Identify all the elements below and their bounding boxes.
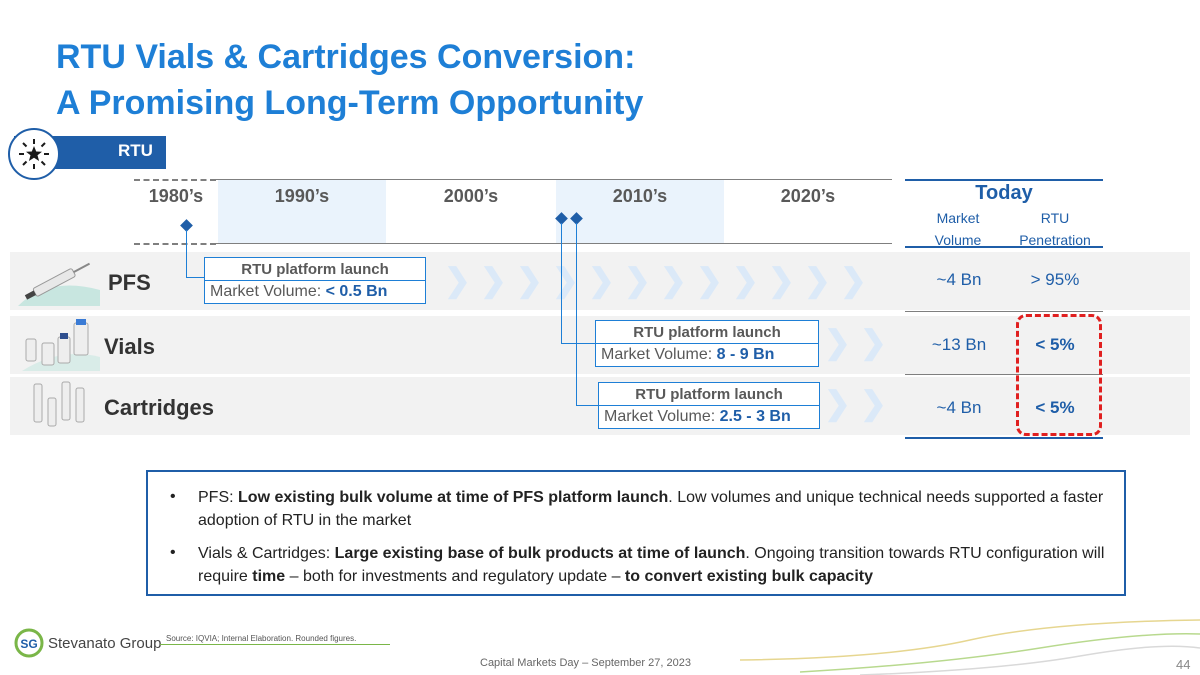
cartridges-rtu-penetration: < 5% <box>1035 398 1075 417</box>
decade-label-1990s: 1990’s <box>274 186 330 206</box>
today-bottom-line <box>905 437 1103 439</box>
chevron-right-icon: ❯ <box>660 262 687 298</box>
pfs-rtu-penetration: > 95% <box>1030 270 1080 289</box>
event-footer: Capital Markets Day – September 27, 2023 <box>480 657 691 669</box>
svg-text:SG: SG <box>20 637 38 651</box>
chevron-right-icon: ❯ <box>696 262 723 298</box>
timeline-bottom-line <box>216 243 892 244</box>
bullet-dot: • <box>170 544 176 561</box>
cartridges-connector-vertical <box>576 223 577 405</box>
company-logo <box>14 628 161 658</box>
page-title-line2: A Promising Long-Term Opportunity <box>56 84 644 122</box>
chevron-right-icon: ❯ <box>804 262 831 298</box>
chevron-right-icon: ❯ <box>552 262 579 298</box>
chevron-right-icon: ❯ <box>860 385 887 421</box>
low-penetration-highlight <box>1016 314 1102 436</box>
pfs-connector-horizontal <box>186 277 204 278</box>
chevron-right-icon: ❯ <box>824 324 851 360</box>
decade-label-2010s: 2010’s <box>612 186 668 206</box>
pfs-connector-vertical <box>186 230 187 277</box>
vials-connector-horizontal <box>561 343 595 344</box>
today-row-divider-1 <box>905 311 1103 312</box>
chevron-right-icon: ❯ <box>624 262 651 298</box>
cartridges-icon <box>30 378 90 432</box>
timeline-bottom-dash <box>134 243 216 245</box>
rtu-badge-label: RTU <box>118 141 153 160</box>
vials-market-volume: ~13 Bn <box>931 335 987 354</box>
vials-icon <box>22 317 100 371</box>
decade-label-1980s: 1980’s <box>148 186 204 206</box>
chevron-right-icon: ❯ <box>480 262 507 298</box>
pfs-launch-title: RTU platform launch <box>205 258 425 281</box>
chevron-right-icon: ❯ <box>516 262 543 298</box>
pfs-launch-box <box>204 257 426 304</box>
decade-label-2000s: 2000’s <box>443 186 499 206</box>
bullet-dot: • <box>170 488 176 505</box>
today-header-divider <box>905 246 1103 248</box>
row-label-vials: Vials <box>104 334 155 359</box>
cartridges-market-volume: ~4 Bn <box>936 398 982 417</box>
star-burst-icon <box>8 128 60 180</box>
today-header: Today <box>975 182 1033 204</box>
logo-mark-icon <box>14 628 44 658</box>
page-title-line1: RTU Vials & Cartridges Conversion: <box>56 38 636 76</box>
decorative-lines <box>740 600 1200 675</box>
cartridges-launch-box <box>598 382 820 429</box>
chevron-right-icon: ❯ <box>768 262 795 298</box>
pfs-launch-volume: Market Volume: < 0.5 Bn <box>210 283 388 300</box>
decade-label-2020s: 2020’s <box>780 186 836 206</box>
vials-connector-vertical <box>561 223 562 343</box>
note-vials-cartridges: Vials & Cartridges: Large existing base of bulk products at time of launch. Ongoing transition towards RTU configuration will require time – both for investments and regulatory update – to convert existing bulk capacity <box>198 545 1105 585</box>
vials-launch-volume: Market Volume: 8 - 9 Bn <box>601 346 775 363</box>
vials-rtu-penetration: < 5% <box>1035 335 1075 354</box>
vials-launch-title: RTU platform launch <box>596 321 818 344</box>
vials-launch-box <box>595 320 819 367</box>
source-note: Source: IQVIA; Internal Elaboration. Rounded figures. <box>166 634 357 643</box>
note-pfs: PFS: Low existing bulk volume at time of PFS platform launch. Low volumes and unique technical needs supported a faster adoption of RTU in the market <box>198 489 1104 529</box>
pfs-market-volume: ~4 Bn <box>936 270 982 289</box>
cartridges-progress-arrows <box>824 385 892 421</box>
market-volume-header: Market Volume <box>934 210 982 248</box>
chevron-right-icon: ❯ <box>840 262 867 298</box>
row-label-pfs: PFS <box>108 270 151 295</box>
timeline-top-line <box>216 179 892 180</box>
logo-text: Stevanato Group <box>48 634 162 652</box>
notes-box <box>146 470 1126 596</box>
pfs-progress-arrows <box>444 262 872 298</box>
chevron-right-icon: ❯ <box>732 262 759 298</box>
timeline-top-dash <box>134 179 216 181</box>
vials-progress-arrows <box>824 324 892 360</box>
chevron-right-icon: ❯ <box>860 324 887 360</box>
page-number: 44 <box>1176 657 1191 672</box>
cartridges-launch-volume: Market Volume: 2.5 - 3 Bn <box>604 408 791 425</box>
syringe-icon <box>18 256 100 306</box>
row-label-cartridges: Cartridges <box>104 395 215 420</box>
cartridges-connector-horizontal <box>576 405 598 406</box>
chevron-right-icon: ❯ <box>824 385 851 421</box>
today-top-line <box>905 179 1103 181</box>
cartridges-launch-title: RTU platform launch <box>599 383 819 406</box>
rtu-penetration-header: RTU Penetration <box>1019 210 1091 248</box>
footer-rule <box>160 644 390 645</box>
chevron-right-icon: ❯ <box>588 262 615 298</box>
chevron-right-icon: ❯ <box>444 262 471 298</box>
